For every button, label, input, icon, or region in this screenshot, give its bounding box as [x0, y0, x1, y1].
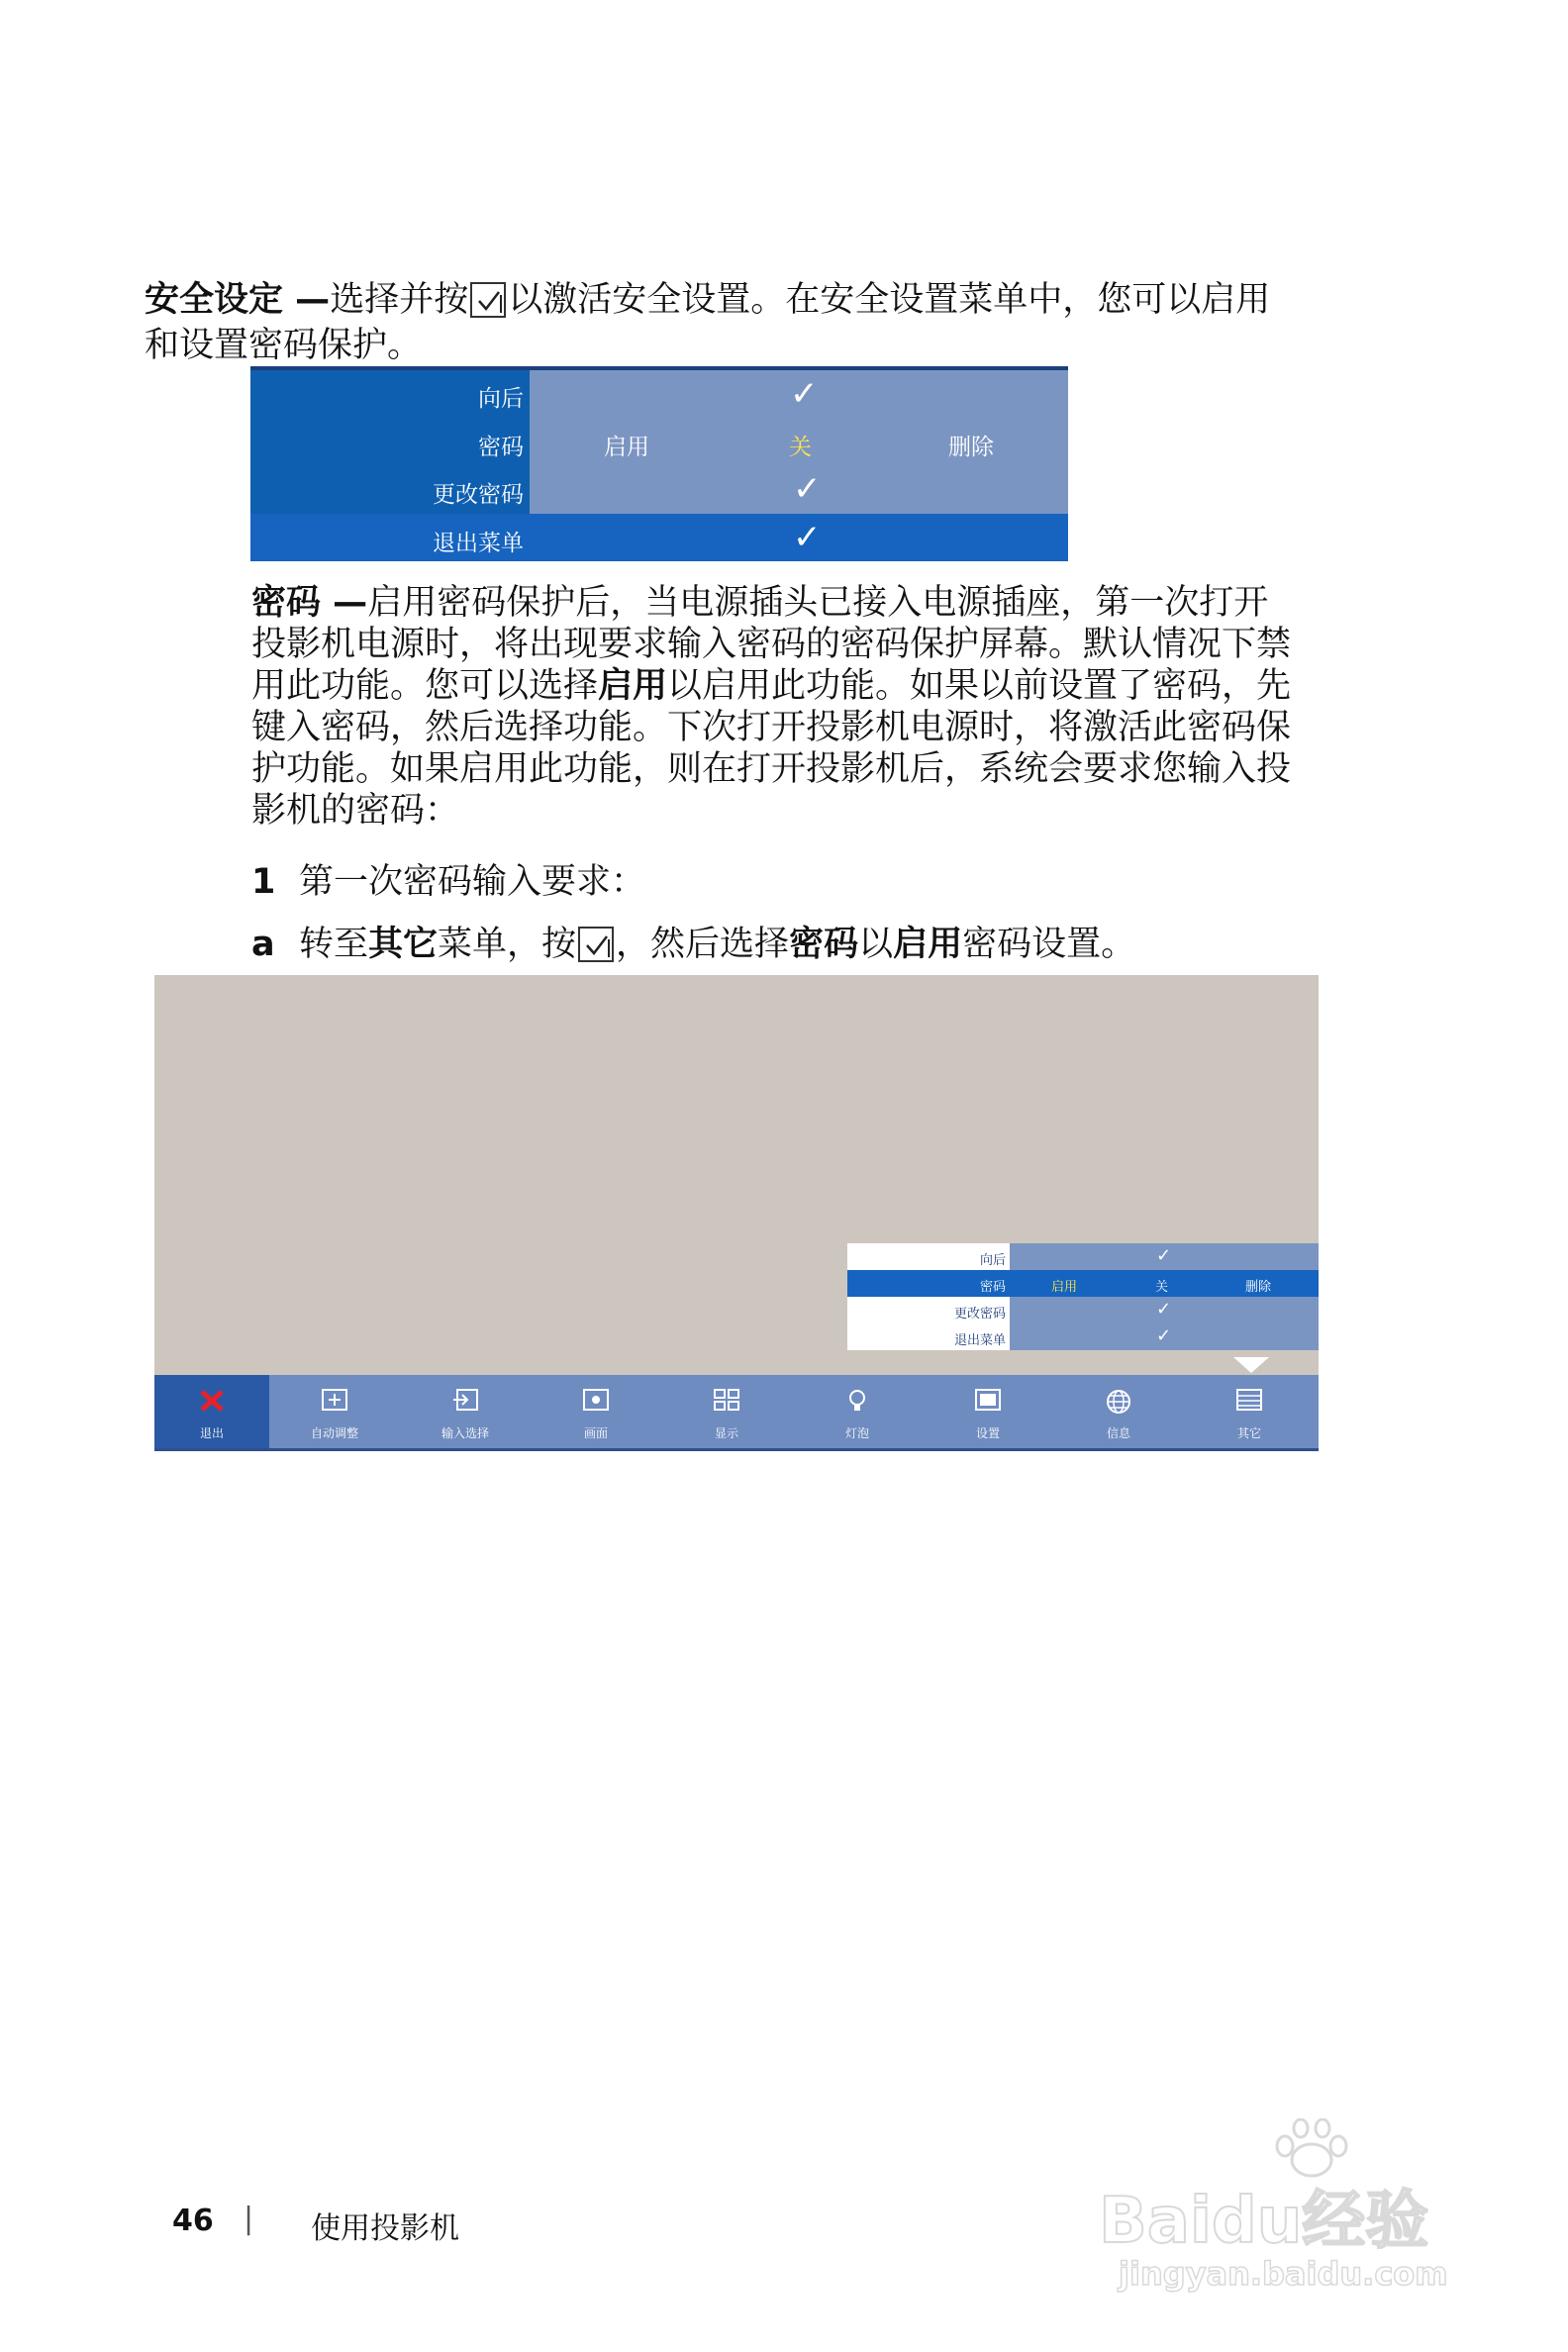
small-row-back[interactable]	[847, 1243, 1319, 1270]
toolbar-picture[interactable]	[531, 1375, 661, 1448]
menu-row-back[interactable]	[250, 370, 1068, 417]
menu-row-exit[interactable]	[250, 514, 1068, 561]
paw-logo-icon	[1267, 2118, 1356, 2178]
password-line-1: 启用密码保护后，当电源插头已接入电源插座，第一次打开	[367, 583, 1269, 623]
small-security-menu	[847, 1243, 1319, 1350]
display-icon	[714, 1389, 739, 1411]
toolbar-input-select-label: 输入选择	[441, 1426, 489, 1440]
step-a-bold-1: 其它	[368, 925, 439, 964]
back-check-icon: ✓	[790, 374, 819, 414]
small-exit-check-icon: ✓	[1156, 1325, 1172, 1346]
small-label-exit: 退出菜单	[953, 1333, 1006, 1348]
password-option-off[interactable]: 关	[789, 435, 812, 460]
toolbar-others-label: 其它	[1236, 1426, 1261, 1440]
password-line-3b: 以启用此功能。如果以前设置了密码，先	[667, 666, 1292, 706]
toolbar-display-label: 显示	[714, 1426, 738, 1440]
menu-label-change-password: 更改密码	[433, 482, 524, 508]
watermark-brand: Baidu经验	[1099, 2185, 1429, 2258]
step-a-text-4: 以	[858, 925, 894, 964]
toolbar-lamp-label: 灯泡	[844, 1426, 869, 1440]
scroll-down-arrow-icon	[1233, 1357, 1269, 1373]
menu-label-exit: 退出菜单	[433, 531, 524, 556]
close-icon	[199, 1389, 225, 1413]
projector-screen	[154, 975, 1319, 1451]
toolbar-picture-label: 画面	[583, 1426, 608, 1440]
menu-row-change-password[interactable]	[250, 464, 1068, 514]
toolbar-exit-label: 退出	[199, 1426, 224, 1440]
intro-text-a: 选择并按	[330, 280, 469, 320]
small-row-password[interactable]	[847, 1270, 1319, 1297]
settings-icon	[975, 1389, 1001, 1411]
small-back-check-icon: ✓	[1156, 1245, 1172, 1266]
auto-adjust-icon	[322, 1389, 347, 1411]
intro-text-b: 以激活安全设置。在安全设置菜单中，您可以启用	[508, 280, 1271, 320]
toolbar-others[interactable]	[1184, 1375, 1315, 1448]
toolbar-auto-adjust[interactable]	[269, 1375, 400, 1448]
input-select-icon	[452, 1389, 478, 1411]
password-line-3-bold: 启用	[598, 666, 668, 706]
others-icon	[1236, 1389, 1262, 1411]
small-row-change-password[interactable]	[847, 1297, 1319, 1323]
lamp-icon	[846, 1389, 868, 1413]
password-heading: 密码 —	[251, 583, 368, 623]
menu-label-back: 向后	[478, 386, 524, 412]
picture-icon	[583, 1389, 609, 1411]
page-number: 46	[172, 2204, 214, 2238]
small-option-off[interactable]: 关	[1155, 1280, 1169, 1295]
footer-separator: |	[244, 2202, 254, 2236]
password-paragraph	[251, 582, 1340, 832]
step-1-number: 1	[251, 862, 276, 902]
step-a-letter: a	[251, 925, 275, 964]
small-option-delete[interactable]: 删除	[1245, 1280, 1272, 1295]
small-option-enable[interactable]: 启用	[1051, 1280, 1078, 1295]
intro-text-c: 和设置密码保护。	[145, 326, 423, 365]
step-a-bold-3: 启用	[893, 925, 963, 964]
password-line-5: 护功能。如果启用此功能，则在打开投影机后，系统会要求您输入投	[251, 749, 1292, 789]
watermark-url: jingyan.baidu.com	[1119, 2255, 1448, 2293]
small-row-exit[interactable]	[847, 1323, 1319, 1350]
small-label-change-password: 更改密码	[953, 1307, 1006, 1322]
password-line-4: 键入密码，然后选择功能。下次打开投影机电源时，将激活此密码保	[251, 708, 1292, 747]
toolbar-exit[interactable]	[154, 1375, 269, 1448]
toolbar-settings[interactable]	[923, 1375, 1053, 1448]
globe-icon	[1106, 1389, 1131, 1415]
password-option-enable[interactable]: 启用	[604, 435, 649, 460]
toolbar-lamp[interactable]	[792, 1375, 923, 1448]
menu-row-password[interactable]	[250, 417, 1068, 464]
step-a-bold-2: 密码	[789, 925, 859, 964]
password-option-delete[interactable]: 删除	[948, 435, 994, 460]
security-intro	[145, 279, 1332, 321]
osd-toolbar	[154, 1375, 1319, 1451]
step-1	[251, 861, 645, 903]
toolbar-display[interactable]	[661, 1375, 792, 1448]
toolbar-info[interactable]	[1053, 1375, 1184, 1448]
step-1-text: 第一次密码输入要求：	[299, 862, 646, 902]
baidu-watermark	[1099, 2118, 1475, 2316]
enter-key-icon	[470, 282, 506, 318]
security-menu	[250, 366, 1068, 561]
small-change-check-icon: ✓	[1156, 1299, 1172, 1320]
menu-label-password: 密码	[478, 435, 524, 460]
toolbar-info-label: 信息	[1106, 1426, 1130, 1440]
toolbar-settings-label: 设置	[975, 1426, 1000, 1440]
security-heading: 安全设定 —	[145, 280, 331, 320]
enter-key-icon-2	[578, 927, 614, 962]
toolbar-auto-adjust-label: 自动调整	[310, 1426, 358, 1440]
step-a-text-2: 菜单，按	[438, 925, 577, 964]
step-a	[251, 924, 1340, 965]
step-a-text-1: 转至	[299, 925, 369, 964]
step-a-text-3: ，然后选择	[616, 925, 790, 964]
toolbar-input-select[interactable]	[400, 1375, 531, 1448]
password-line-2: 投影机电源时，将出现要求输入密码的密码保护屏幕。默认情况下禁	[251, 625, 1292, 664]
exit-check-icon: ✓	[793, 518, 822, 557]
footer-chapter: 使用投影机	[311, 2211, 459, 2246]
change-password-check-icon: ✓	[793, 469, 822, 509]
step-a-text-5: 密码设置。	[962, 925, 1136, 964]
password-line-6: 影机的密码：	[251, 791, 460, 831]
small-label-password: 密码	[979, 1280, 1006, 1295]
password-line-3a: 用此功能。您可以选择	[251, 666, 599, 706]
small-label-back: 向后	[979, 1253, 1006, 1268]
